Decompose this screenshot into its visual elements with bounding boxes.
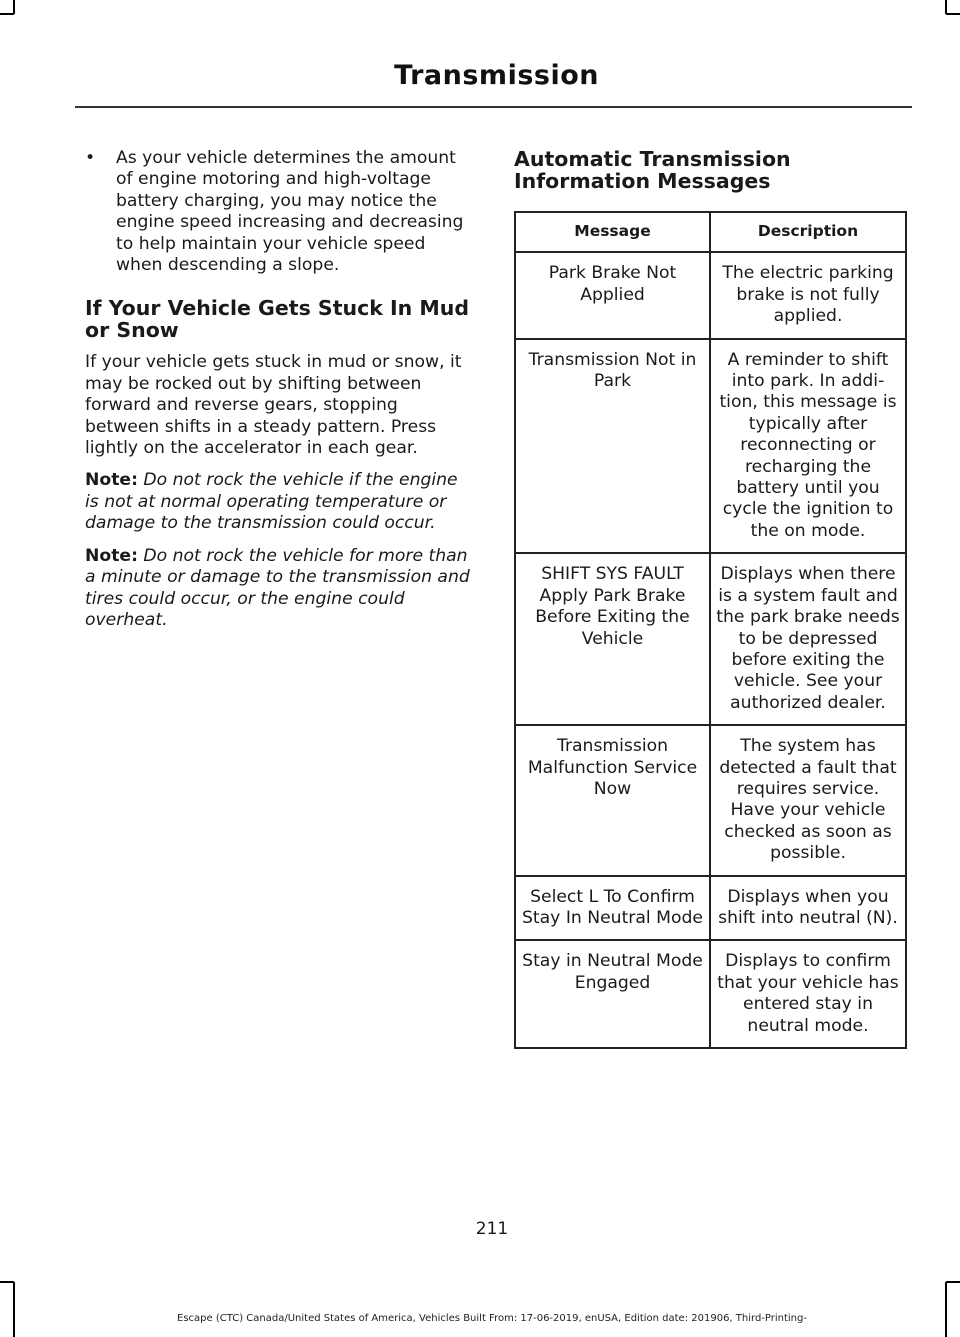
crop-mark-bottom-right [945,1282,947,1337]
table-row [515,252,906,338]
bullet-mark: • [85,148,96,168]
table-row [515,553,906,725]
crop-mark-top-left-h [0,13,14,15]
note-1 [85,470,475,534]
message-cell: Park Brake Not Applied [515,252,710,338]
crop-mark-top-right [945,0,947,14]
description-cell: A reminder to shift into park. In addi-tion, this message is typically after reconnecting or recharging the battery until you cycle the ignition to the on mode. [710,339,906,554]
note-1-label: Note: [85,470,138,491]
message-cell: Select L To Confirm Stay In Neutral Mode [515,876,710,941]
message-cell: SHIFT SYS FAULT Apply Park Brake Before Exiting the Vehicle [515,553,710,725]
description-cell: The electric parking brake is not fully applied. [710,252,906,338]
table-row [515,940,906,1048]
description-cell: Displays to confirm that your vehicle has entered stay in neutral mode. [710,940,906,1048]
column-header-description: Description [710,212,906,252]
column-header-message: Message [515,212,710,252]
bullet-item [85,148,475,276]
description-cell: Displays when you shift into neutral (N). [710,876,906,941]
footer-edition-text: Escape (CTC) Canada/United States of America, Vehicles Built From: 17-06-2019, enUSA, Edition date: 201906, Third-Printing- [177,1313,807,1324]
stuck-paragraph: If your vehicle gets stuck in mud or snow, it may be rocked out by shifting between forward and reverse gears, stopping between shifts in a steady pattern. Press lightly on the accelerator in each gear. [85,352,462,459]
page-title: Transmission [394,60,599,91]
note-2-text: Do not rock the vehicle for more than a minute or damage to the transmission and tires could occur, or the engine could overheat. [85,545,470,630]
right-column [514,148,906,1049]
crop-mark-bottom-left-h [0,1281,14,1283]
section-heading-stuck: If Your Vehicle Gets Stuck In Mud or Snow [85,296,470,343]
header-divider [75,106,912,108]
message-cell: Transmission Malfunction Service Now [515,725,710,875]
table-row [515,876,906,941]
message-cell: Stay in Neutral Mode Engaged [515,940,710,1048]
crop-mark-bottom-right-h [946,1281,960,1283]
left-column [85,148,475,631]
description-cell: The system has detected a fault that requires service. Have your vehicle checked as soon as possible. [710,725,906,875]
table-header-row [515,212,906,252]
table-row [515,725,906,875]
crop-mark-top-left [13,0,15,14]
message-cell: Transmission Not in Park [515,339,710,554]
note-1-text: Do not rock the vehicle if the engine is not at normal operating temperature or damage to the transmission could occur. [85,470,458,534]
messages-table [514,211,907,1049]
table-row [515,339,906,554]
crop-mark-top-right-h [946,13,960,15]
crop-mark-bottom-left [13,1282,15,1337]
bullet-text: As your vehicle determines the amount of engine motoring and high-voltage battery charging, you may notice the engine speed increasing and decreasing to help maintain your vehicle speed when descending a slope. [116,148,464,276]
note-2-label: Note: [85,545,138,566]
note-2 [85,546,475,632]
section-heading-messages: Automatic Transmission Information Messages [514,147,791,193]
description-cell: Displays when there is a system fault and the park brake needs to be depressed before exiting the vehicle. See your authorized dealer. [710,553,906,725]
page-number: 211 [475,1219,509,1239]
